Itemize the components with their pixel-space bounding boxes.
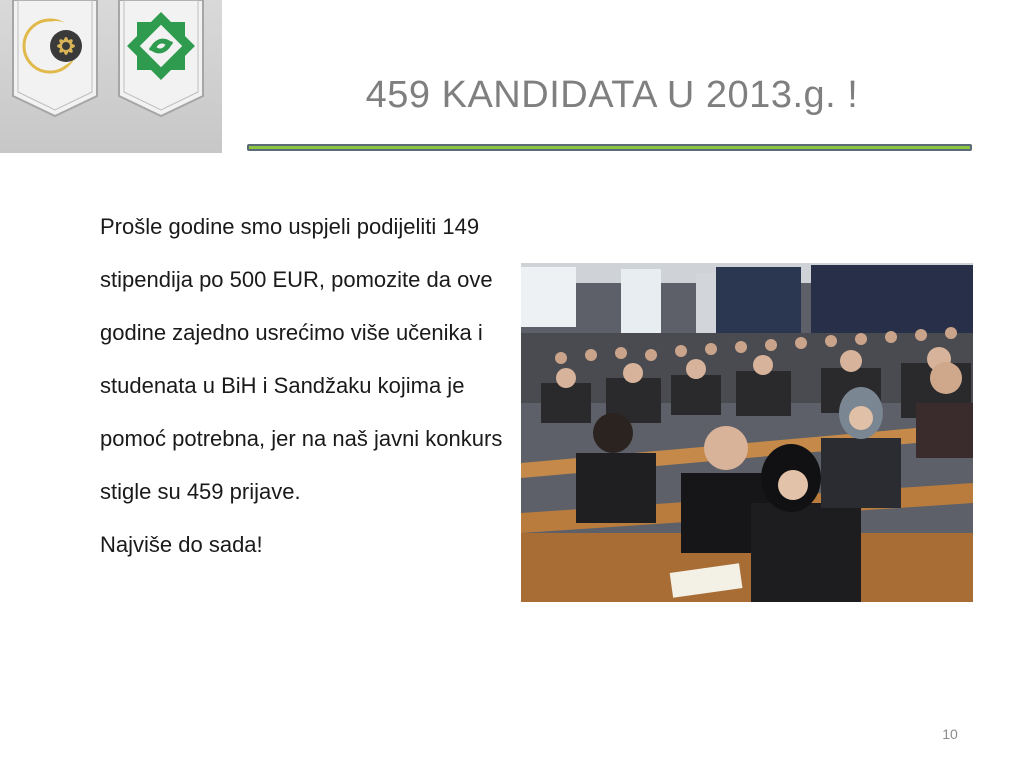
title-divider	[247, 144, 972, 151]
body-text	[100, 200, 510, 571]
slide-title: 459 KANDIDATA U 2013.g. !	[365, 74, 859, 116]
body-closing-line: Najviše do sada!	[100, 532, 263, 557]
logo-panel	[0, 0, 222, 153]
audience-photo	[521, 263, 973, 602]
green-hands-emblem-icon	[116, 0, 206, 118]
crescent-emblem-icon	[10, 0, 100, 118]
page-number: 10	[942, 726, 958, 742]
body-paragraph: Prošle godine smo uspjeli podijeliti 149 stipendija po 500 EUR, pomozite da ove godine zajedno usrećimo više učenika i studenata u BiH i Sandžaku kojima je pomoć potrebna, jer na naš javni konkurs stigle su 459 prijave.	[100, 214, 503, 504]
